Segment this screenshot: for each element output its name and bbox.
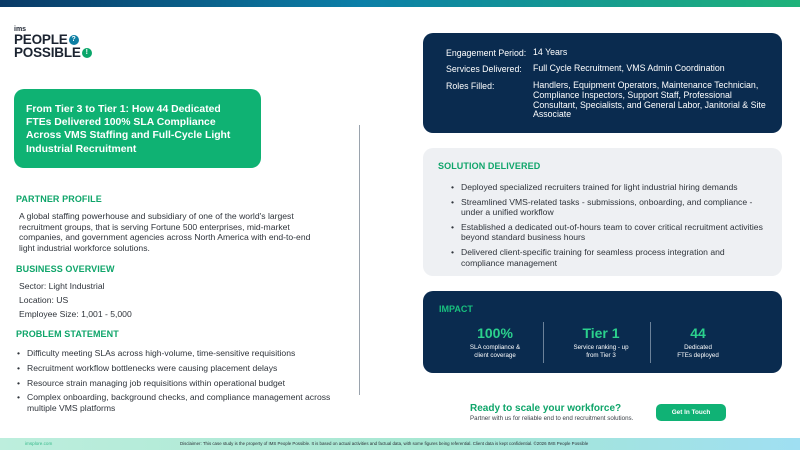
- list-item: • Recruitment workflow bottlenecks were causing placement delays: [16, 363, 336, 373]
- cta-title: Ready to scale your workforce?: [470, 403, 622, 414]
- footer-bar: [0, 438, 800, 450]
- roles-value: Handlers, Equipment Operators, Maintenance Technician, Compliance Inspectors, Support Staff, Professional Consultant, Specialists, and General Labor, Janitorial & Site Associate: [533, 80, 766, 120]
- solution-heading: SOLUTION DELIVERED: [438, 161, 541, 171]
- metric-ftes: [648, 325, 748, 361]
- list-item: • Established a dedicated out-of-hours team to cover critical recruitment activities beyond standard business hours: [450, 222, 770, 243]
- metric-divider: [543, 322, 544, 363]
- case-study-title: From Tier 3 to Tier 1: How 44 Dedicated FTEs Delivered 100% SLA Compliance Across VMS Staffing and Full-Cycle Light Industrial Recruitment: [26, 104, 231, 155]
- location-text: Location: US: [19, 295, 69, 305]
- vertical-divider: [359, 125, 360, 395]
- list-item: • Difficulty meeting SLAs across high-volume, time-sensitive requisitions: [16, 348, 336, 358]
- impact-card: [423, 291, 782, 373]
- logo-people-text: PEOPLE: [14, 32, 68, 47]
- engagement-period-label: Engagement Period:: [446, 48, 527, 58]
- exclamation-badge-icon: !: [82, 48, 92, 58]
- services-label: Services Delivered:: [446, 64, 522, 74]
- metric-value: Tier 1: [582, 325, 620, 341]
- metric-value: 100%: [477, 325, 513, 341]
- metric-label: SLA compliance & client coverage: [469, 344, 521, 360]
- partner-profile-heading: PARTNER PROFILE: [16, 194, 102, 204]
- problem-list: [16, 348, 336, 418]
- solution-list: [450, 182, 770, 272]
- engagement-card: [423, 33, 782, 133]
- problem-statement-heading: PROBLEM STATEMENT: [16, 329, 119, 339]
- cta-subtitle: Partner with us for reliable end to end recruitment solutions.: [470, 415, 634, 422]
- ims-logo: [14, 26, 92, 59]
- solution-card: [423, 148, 782, 276]
- list-item: • Resource strain managing job requisitions within operational budget: [16, 378, 336, 388]
- list-item: • Complex onboarding, background checks, and compliance management across multiple VMS platforms: [16, 392, 336, 413]
- title-card: [14, 89, 261, 168]
- roles-label: Roles Filled:: [446, 81, 495, 91]
- footer-disclaimer: Disclaimer: This case study is the property of IMS People Possible. It is based on actual activities and factual data, with some figures being referential. Client data is kept confidential. ©2026 IMS People Possible: [180, 441, 589, 446]
- partner-profile-text: A global staffing powerhouse and subsidiary of one of the world's largest recruitment groups, that is serving Fortune 500 enterprises, mid-market companies, and government agencies across North America with end-to-end light industrial workforce solutions.: [19, 211, 311, 253]
- footer-website-link[interactable]: imsplore.com: [25, 441, 53, 446]
- impact-heading: IMPACT: [439, 304, 473, 314]
- business-overview-heading: BUSINESS OVERVIEW: [16, 264, 115, 274]
- list-item: • Deployed specialized recruiters trained for light industrial hiring demands: [450, 182, 770, 192]
- list-item: • Delivered client-specific training for seamless process integration and compliance management: [450, 247, 770, 268]
- metric-sla: [445, 325, 545, 361]
- top-gradient-bar: [0, 0, 800, 7]
- get-in-touch-button[interactable]: Get In Touch: [656, 404, 726, 421]
- metric-value: 44: [690, 325, 706, 341]
- services-value: Full Cycle Recruitment, VMS Admin Coordination: [533, 63, 725, 73]
- question-badge-icon: ?: [69, 35, 79, 45]
- logo-possible-text: POSSIBLE: [14, 45, 81, 60]
- metric-tier: [551, 325, 651, 361]
- metric-label: Service ranking - up from Tier 3: [573, 344, 629, 360]
- list-item: • Streamlined VMS-related tasks - submissions, onboarding, and compliance - under a unified workflow: [450, 197, 770, 218]
- engagement-period-value: 14 Years: [533, 47, 568, 57]
- logo-ims-text: ims: [14, 26, 27, 33]
- metric-label: Dedicated FTEs deployed: [677, 344, 719, 360]
- sector-text: Sector: Light Industrial: [19, 281, 105, 291]
- employee-size-text: Employee Size: 1,001 - 5,000: [19, 309, 132, 319]
